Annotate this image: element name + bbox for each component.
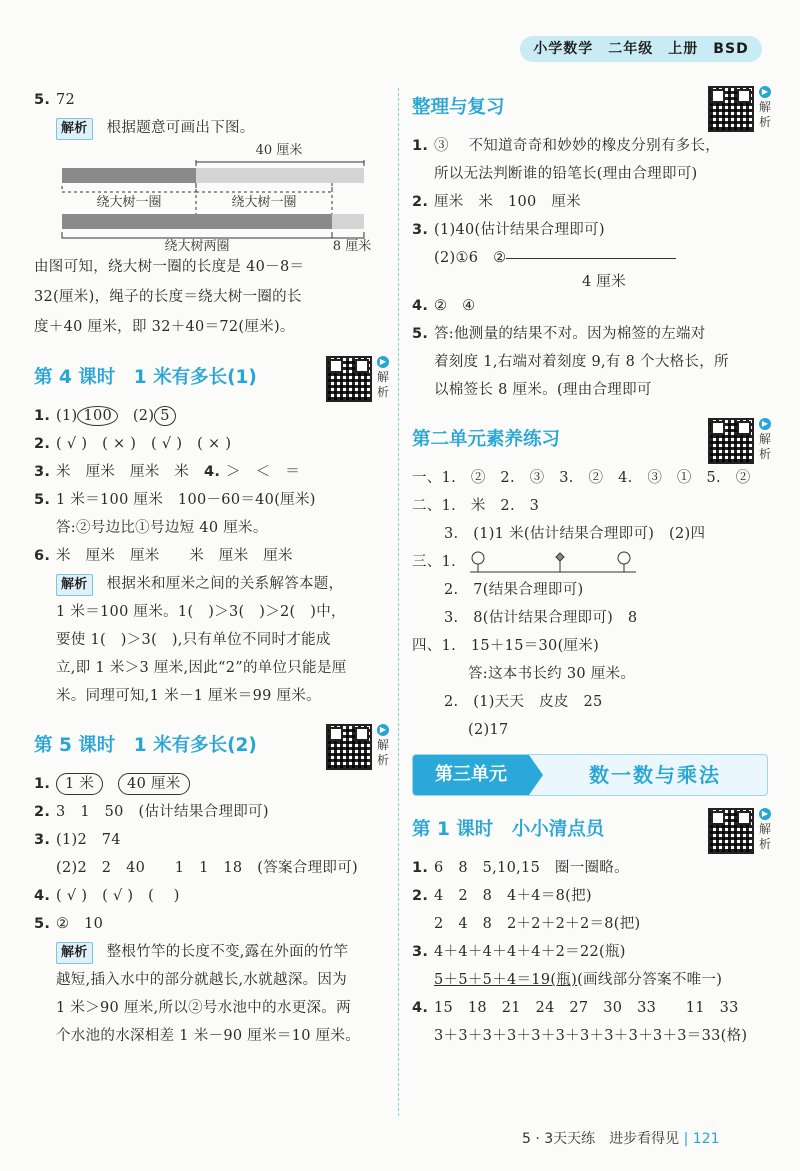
unit3-label: 第三单元: [413, 755, 529, 795]
lesson4-title: 第 4 课时 1 米有多长(1): [34, 367, 257, 388]
circled-answer: 100: [77, 406, 118, 426]
lesson5-header: [34, 724, 389, 768]
l4-q3-q4: 3. 米 厘米 厘米 米 4. ＞ ＜ ＝: [34, 464, 301, 480]
jiexi-tag: 解析: [56, 118, 93, 140]
qr-code-icon[interactable]: [708, 418, 754, 464]
circled-answer: 5: [154, 406, 176, 426]
rope-bar-bottom-dark: [62, 214, 332, 229]
left-column: [34, 86, 389, 1050]
footer-sep: |: [683, 1131, 689, 1147]
jiexi-side-label[interactable]: ▶ 解析: [758, 809, 771, 851]
review-header: [412, 86, 771, 130]
rv-q5-1: 5. 答:他测量的结果不对。因为棉签的左端对: [412, 326, 706, 342]
rv-q5-2: 着刻度 1,右端对着刻度 9,有 8 个大格长，所: [434, 354, 729, 370]
l4-jiexi-5: 米。同理可知,1 米－1 厘米＝99 厘米。: [56, 688, 321, 704]
underlined-answer: 5＋5＋5＋4＝19(瓶): [434, 972, 578, 988]
l4-jiexi-3: 要使 1( )＞3( ),只有单位不同时才能成: [56, 632, 331, 648]
qr-code-icon[interactable]: [708, 808, 754, 854]
l-q5-answer: 72: [56, 92, 76, 108]
unit2-title: 第二单元素养练习: [412, 429, 561, 450]
u2-s4: 四、1. 15＋15＝30(厘米): [412, 638, 600, 654]
l4-q2: 2. ( √ ) ( × ) ( √ ) ( × ): [34, 436, 232, 452]
l1-q4: 4. 15 18 21 24 27 30 33 11 33: [412, 1000, 739, 1016]
l4-q1: 1. (1) 100 (2) 5: [34, 402, 386, 430]
unit3-banner: [412, 754, 768, 796]
lesson5-title: 第 5 课时 1 米有多长(2): [34, 735, 257, 756]
diagram-label-c: 绕大树两圈: [164, 239, 230, 252]
page-number: 121: [692, 1131, 720, 1147]
rv-q3: 3. (1)40(估计结果合理即可): [412, 222, 605, 238]
l-q5-jiexi: 解析 根据题意可画出下图。: [34, 114, 386, 142]
l5-q2: 2. 3 1 50 (估计结果合理即可): [34, 804, 269, 820]
jiexi-side-label[interactable]: ▶ 解析: [376, 357, 389, 399]
page-footer: [522, 1128, 766, 1148]
l-q5-expl-2: 32(厘米)，绳子的长度＝绕大树一圈的长: [34, 289, 302, 305]
l5-q3b: (2)2 2 40 1 1 18 (答案合理即可): [56, 860, 358, 876]
l1-q3: 3. 4＋4＋4＋4＋4＋2＝22(瓶): [412, 944, 626, 960]
rope-diagram: [34, 142, 386, 252]
u2-s3b: 2. 7(结果合理即可): [444, 582, 584, 598]
jiexi-side-label[interactable]: ▶ 解析: [758, 419, 771, 461]
l5-q4: 4. ( √ ) ( √ ) ( ): [34, 888, 180, 904]
jiexi-side-label[interactable]: ▶ 解析: [376, 725, 389, 767]
jiexi-tag: 解析: [56, 942, 93, 964]
l1-q2: 2. 4 2 8 4＋4＝8(把): [412, 888, 592, 904]
l4-q5-answer: 答:②号边比①号边短 40 厘米。: [56, 520, 268, 536]
l5-jiexi-4: 个水池的水深相差 1 米－90 厘米＝10 厘米。: [56, 1028, 361, 1044]
column-divider: [398, 88, 399, 1116]
diagram-label-a: 绕大树一圈: [96, 195, 162, 210]
l5-q5: 5. ② 10: [34, 916, 104, 932]
u2-s3: 三、1.: [412, 548, 768, 576]
qr-code-icon[interactable]: [326, 356, 372, 402]
play-icon: ▶: [759, 86, 771, 98]
rope-bar-top-dark: [62, 168, 196, 183]
lesson4-header: [34, 356, 389, 400]
u2-s4d: (2)17: [468, 722, 509, 738]
l5-jiexi-1: 解析 整根竹竿的长度不变,露在外面的竹竿: [34, 938, 386, 966]
u2-s4b: 答:这本书长约 30 厘米。: [468, 666, 636, 682]
play-icon: ▶: [377, 356, 389, 368]
l-q5-expl-3: 度＋40 厘米，即 32＋40＝72(厘米)。: [34, 319, 295, 335]
l4-q5: 5. 1 米＝100 厘米 100－60＝40(厘米): [34, 492, 316, 508]
l4-jiexi-2: 1 米＝100 厘米。1( )＞3( )＞2( )中，: [56, 604, 346, 620]
header-book-title: 小学数学 二年级 上册 BSD: [520, 36, 762, 62]
rv-q5-3: 以棉签长 8 厘米。(理由合理即可: [434, 382, 652, 398]
rope-bar-top-light: [196, 168, 364, 183]
rv-q3b: (2)①6 ②: [412, 244, 768, 272]
l1-q1: 1. 6 8 5,10,15 圈一圈略。: [412, 860, 629, 876]
drawn-line: [506, 258, 676, 259]
right-column: [412, 86, 771, 1050]
circled-answer: 40 厘米: [118, 773, 190, 795]
review-title: 整理与复习: [412, 97, 505, 118]
u2-s1: 一、1. ② 2. ③ 3. ② 4. ③ ① 5. ②: [412, 470, 751, 486]
tree-diagram: [468, 548, 638, 576]
footer-brand: 5 · 3天天练 进步看得见: [522, 1131, 680, 1147]
rope-bar-bottom-light: [332, 214, 364, 229]
l5-q3: 3. (1)2 74: [34, 832, 121, 848]
play-icon: ▶: [759, 808, 771, 820]
u2-s2b: 3. (1)1 米(估计结果合理即可) (2)四: [444, 526, 706, 542]
l5-jiexi-2: 越短,插入水中的部分就越长,水就越深。因为: [56, 972, 348, 988]
rv-q4: 4. ② ④: [412, 298, 476, 314]
play-icon: ▶: [377, 724, 389, 736]
play-icon: ▶: [759, 418, 771, 430]
u2-s2: 二、1. 米 2. 3: [412, 498, 540, 514]
l1-q2b: 2 4 8 2＋2＋2＋2＝8(把): [434, 916, 641, 932]
u2-s4c: 2. (1)天天 皮皮 25: [444, 694, 603, 710]
l4-jiexi-4: 立,即 1 米＞3 厘米,因此“2”的单位只能是厘: [56, 660, 347, 676]
diagram-label-40cm: 40 厘米: [255, 143, 303, 158]
l1-q4b: 3＋3＋3＋3＋3＋3＋3＋3＋3＋3＋3＝33(格): [434, 1028, 748, 1044]
u2-s3c: 3. 8(估计结果合理即可) 8: [444, 610, 638, 626]
rv-q1: 1. ③ 不知道奇奇和妙妙的橡皮分别有多长，: [412, 138, 721, 154]
l5-q1: 1. 1 米 40 厘米: [34, 770, 386, 798]
rv-q2: 2. 厘米 米 100 厘米: [412, 194, 581, 210]
diagram-label-b: 绕大树一圈: [231, 195, 297, 210]
jiexi-side-label[interactable]: ▶ 解析: [758, 87, 771, 129]
lesson1-header: [412, 808, 771, 852]
l4-q6: 6. 米 厘米 厘米 米 厘米 厘米: [34, 548, 293, 564]
unit2-header: [412, 418, 771, 462]
rv-q1b: 所以无法判断谁的铅笔长(理由合理即可): [434, 166, 698, 182]
l1-q3b: 5＋5＋5＋4＝19(瓶)(画线部分答案不唯一): [434, 972, 723, 988]
l4-jiexi-1: 解析 根据米和厘米之间的关系解答本题，: [34, 570, 386, 598]
diagram-label-d: 8 厘米: [332, 239, 372, 252]
jiexi-tag: 解析: [56, 574, 93, 596]
lesson1-title: 第 1 课时 小小清点员: [412, 819, 605, 840]
qr-code-icon[interactable]: [708, 86, 754, 132]
l-q5-expl-1: 由图可知，绕大树一圈的长度是 40－8＝: [34, 259, 305, 275]
unit3-topic: 数一数与乘法: [589, 763, 721, 787]
l5-jiexi-3: 1 米＞90 厘米,所以②号水池中的水更深。两: [56, 1000, 351, 1016]
l-q5-line: 5. 72: [34, 92, 76, 108]
circled-answer: 1 米: [56, 773, 103, 795]
rv-q3b-label: 4 厘米: [582, 274, 627, 290]
qr-code-icon[interactable]: [326, 724, 372, 770]
